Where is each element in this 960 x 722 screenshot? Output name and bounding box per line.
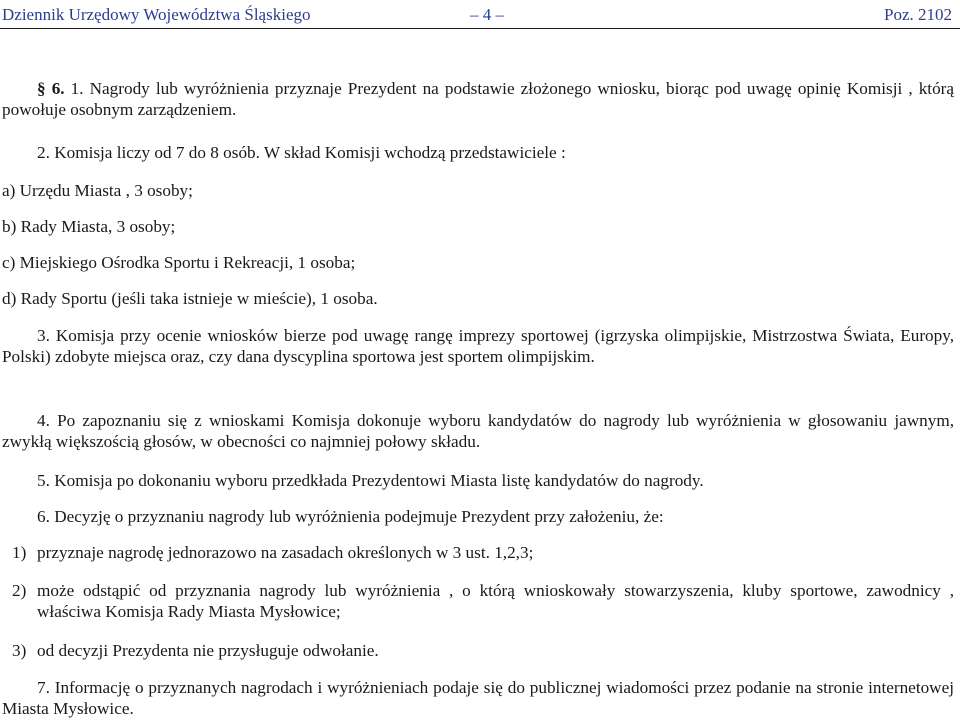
list-item-a: a) Urzędu Miasta , 3 osoby; [2, 181, 193, 200]
header-rule [0, 28, 960, 29]
paragraph-5: 5. Komisja po dokonaniu wyboru przedkłada Prezydentowi Miasta listę kandydatów do nagrody. [37, 471, 704, 490]
paragraph-3: 3. Komisja przy ocenie wniosków bierze pod uwagę rangę imprezy sportowej (igrzyska olimpijskie, Mistrzostwa Świata, Europy, Polski) zdobyte miejsca oraz, czy dana dyscyplina sportowa jest sportem olimpijskim. [2, 326, 954, 366]
position-number: Poz. 2102 [884, 5, 952, 24]
decision-item-3 [2, 640, 954, 661]
paragraph-2: 2. Komisja liczy od 7 do 8 osób. W skład Komisji wchodzą przedstawiciele : [37, 143, 566, 162]
decision-item-2 [2, 580, 954, 622]
paragraph-6-1-text: 1. Nagrody lub wyróżnienia przyznaje Prezydent na podstawie złożonego wniosku, biorąc pod uwagę opinię Komisji , którą powołuje osobnym zarządzeniem. [2, 79, 955, 119]
list-item-d: d) Rady Sportu (jeśli taka istnieje w mieście), 1 osoba. [2, 289, 378, 308]
paragraph-7: 7. Informację o przyznanych nagrodach i wyróżnieniach podaje się do publicznej wiadomości przez podanie na stronie internetowej Miasta Mysłowice. [2, 678, 954, 718]
journal-title: Dziennik Urzędowy Województwa Śląskiego [2, 5, 311, 24]
decision-item-2-number: 2) [12, 581, 27, 600]
page-number: – 4 – [470, 5, 504, 24]
decision-item-1 [2, 542, 954, 563]
page-header [0, 0, 960, 28]
paragraph-6-1 [2, 78, 954, 120]
paragraph-6: 6. Decyzję o przyznaniu nagrody lub wyróżnienia podejmuje Prezydent przy założeniu, że: [37, 507, 664, 526]
list-item-b: b) Rady Miasta, 3 osoby; [2, 217, 176, 236]
decision-item-1-text: przyznaje nagrodę jednorazowo na zasadach określonych w 3 ust. 1,2,3; [37, 543, 534, 562]
decision-item-3-text: od decyzji Prezydenta nie przysługuje odwołanie. [37, 641, 379, 660]
section-sign: § [37, 79, 46, 98]
decision-item-1-number: 1) [12, 543, 27, 562]
paragraph-4: 4. Po zapoznaniu się z wnioskami Komisja dokonuje wyboru kandydatów do nagrody lub wyróżnienia w głosowaniu jawnym, zwykłą większością głosów, w obecności co najmniej połowy składu. [2, 411, 954, 451]
list-item-c: c) Miejskiego Ośrodka Sportu i Rekreacji, 1 osoba; [2, 253, 356, 272]
decision-item-2-text: może odstąpić od przyznania nagrody lub wyróżnienia , o którą wnioskowały stowarzyszenia, kluby sportowe, zawodnicy , właściwa Komisja Rady Miasta Mysłowice; [37, 581, 954, 621]
decision-item-3-number: 3) [12, 641, 27, 660]
section-number: 6. [51, 79, 65, 98]
